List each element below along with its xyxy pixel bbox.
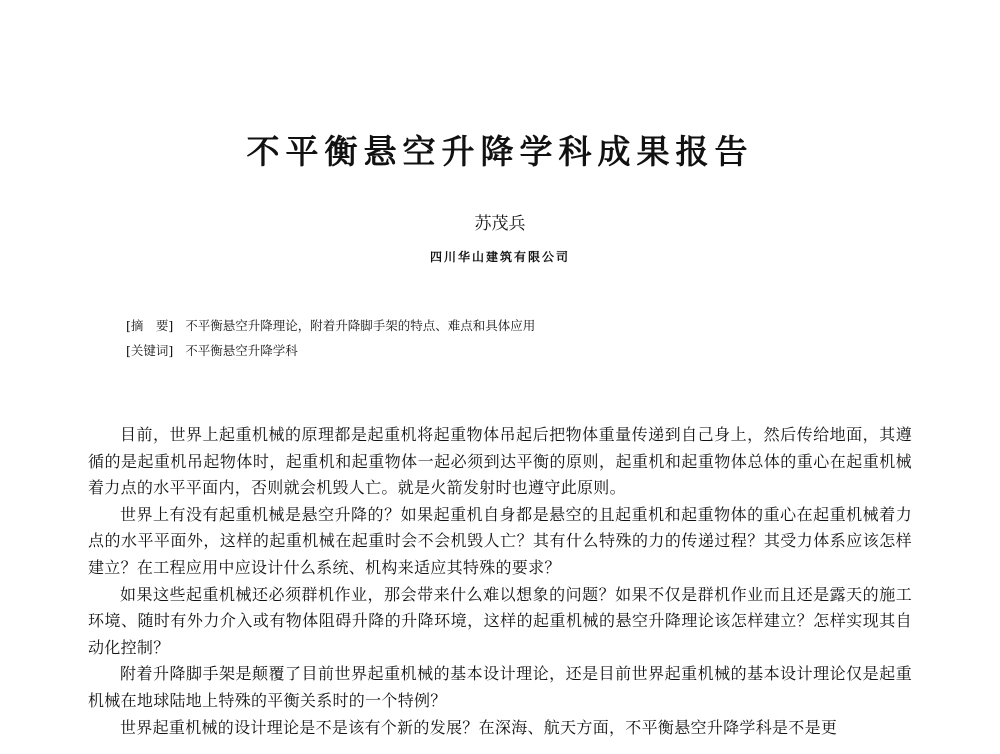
- abstract-line: [126, 316, 826, 336]
- author-affiliation: 四川华山建筑有限公司: [429, 250, 570, 264]
- body-paragraph: 世界上有没有起重机械是悬空升降的？如果起重机自身都是悬空的且起重机和起重物体的重心在起重机械着力点的水平平面外，这样的起重机械在起重时会不会机毁人亡？其有什么特殊的力的传递过程？其受力体系应该怎样建立？在工程应用中应设计什么系统、机构来适应其特殊的要求？: [88, 504, 912, 577]
- paper-title: 不平衡悬空升降学科成果报告: [246, 132, 754, 171]
- author-name: 苏茂兵: [474, 214, 526, 234]
- keywords-label: [关键词]: [126, 343, 174, 358]
- abstract-text: 不平衡悬空升降理论，附着升降脚手架的特点、难点和具体应用: [185, 318, 536, 333]
- body-paragraph: 附着升降脚手架是颠覆了目前世界起重机械的基本设计理论，还是目前世界起重机械的基本设计理论仅是起重机械在地球陆地上特殊的平衡关系时的一个特例？: [88, 664, 912, 710]
- abstract-label: [摘 要]: [126, 318, 174, 333]
- keywords-line: [126, 341, 826, 361]
- body-paragraph: 如果这些起重机械还必须群机作业，那会带来什么难以想象的问题？如果不仅是群机作业而且还是露天的施工环境、随时有外力介入或有物体阻碍升降的升降环境，这样的起重机械的悬空升降理论该怎样建立？怎样实现其自动化控制？: [88, 584, 912, 657]
- body-paragraph: 世界起重机械的设计理论是不是该有个新的发展？在深海、航天方面，不平衡悬空升降学科是不是更: [120, 717, 838, 737]
- body-text: [88, 422, 912, 741]
- keywords-text: 不平衡悬空升降学科: [185, 343, 298, 358]
- body-paragraph: 目前，世界上起重机械的原理都是起重机将起重物体吊起后把物体重量传递到自己身上，然后传给地面，其遵循的是起重机吊起物体时，起重机和起重物体一起必须到达平衡的原则，起重机和起重物体总体的重心在起重机械着力点的水平平面内，否则就会机毁人亡。就是火箭发射时也遵守此原则。: [88, 425, 912, 498]
